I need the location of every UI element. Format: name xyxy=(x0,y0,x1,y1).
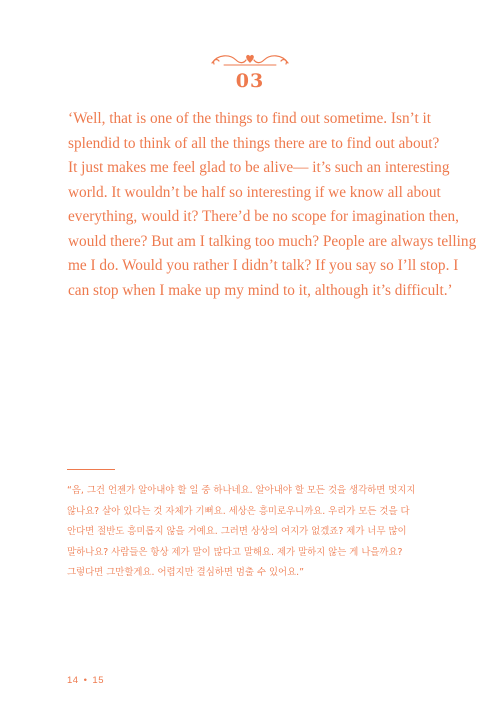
translation-line: 그렇다면 그만할게요. 어렵지만 결심하면 멈출 수 있어요.” xyxy=(67,567,304,579)
translation-line: “음, 그건 언젠가 알아내야 할 일 중 하나네요. 알아내야 할 모든 것을 생각하면 멋지지 xyxy=(67,485,416,496)
quote-line: ‘Well, that is one of the things to find out sometime. Isn’t it xyxy=(68,110,432,127)
english-quote xyxy=(68,107,477,303)
page-numbers xyxy=(67,675,104,686)
korean-translation xyxy=(67,481,425,584)
left-page-number: 14 xyxy=(67,675,79,686)
translation-line: 말하나요? 사람들은 항상 제가 말이 많다고 말해요. 제가 말하지 않는 게 나을까요? xyxy=(67,546,403,558)
translation-line: 않나요? 살아 있다는 것 자체가 기뻐요. 세상은 흥미로우니까요. 우리가 모든 것을 다 xyxy=(67,505,410,517)
page-separator: • xyxy=(83,675,88,686)
footnote-divider xyxy=(67,469,115,470)
quote-line: splendid to think of all the things there are to find out about? xyxy=(68,134,440,152)
translation-line: 안다면 절반도 흥미롭지 않을 거예요. 그러면 상상의 여지가 없겠죠? 제가 너무 많이 xyxy=(67,526,407,538)
quote-line: world. It wouldn’t be half so interesting if we know all about xyxy=(68,183,441,201)
quote-line: can stop when I make up my mind to it, although it’s difficult.’ xyxy=(68,281,453,299)
quote-line: me I do. Would you rather I didn’t talk? If you say so I’ll stop. I xyxy=(68,257,459,274)
heart-flourish-icon xyxy=(208,50,292,70)
quote-line: would there? But am I talking too much? People are always telling xyxy=(68,232,477,250)
quote-line: It just makes me feel glad to be alive— it’s such an interesting xyxy=(68,159,450,176)
chapter-number: 03 xyxy=(235,70,265,92)
quote-line: everything, would it? There’d be no scope for imagination then, xyxy=(68,208,459,225)
right-page-number: 15 xyxy=(92,675,104,686)
